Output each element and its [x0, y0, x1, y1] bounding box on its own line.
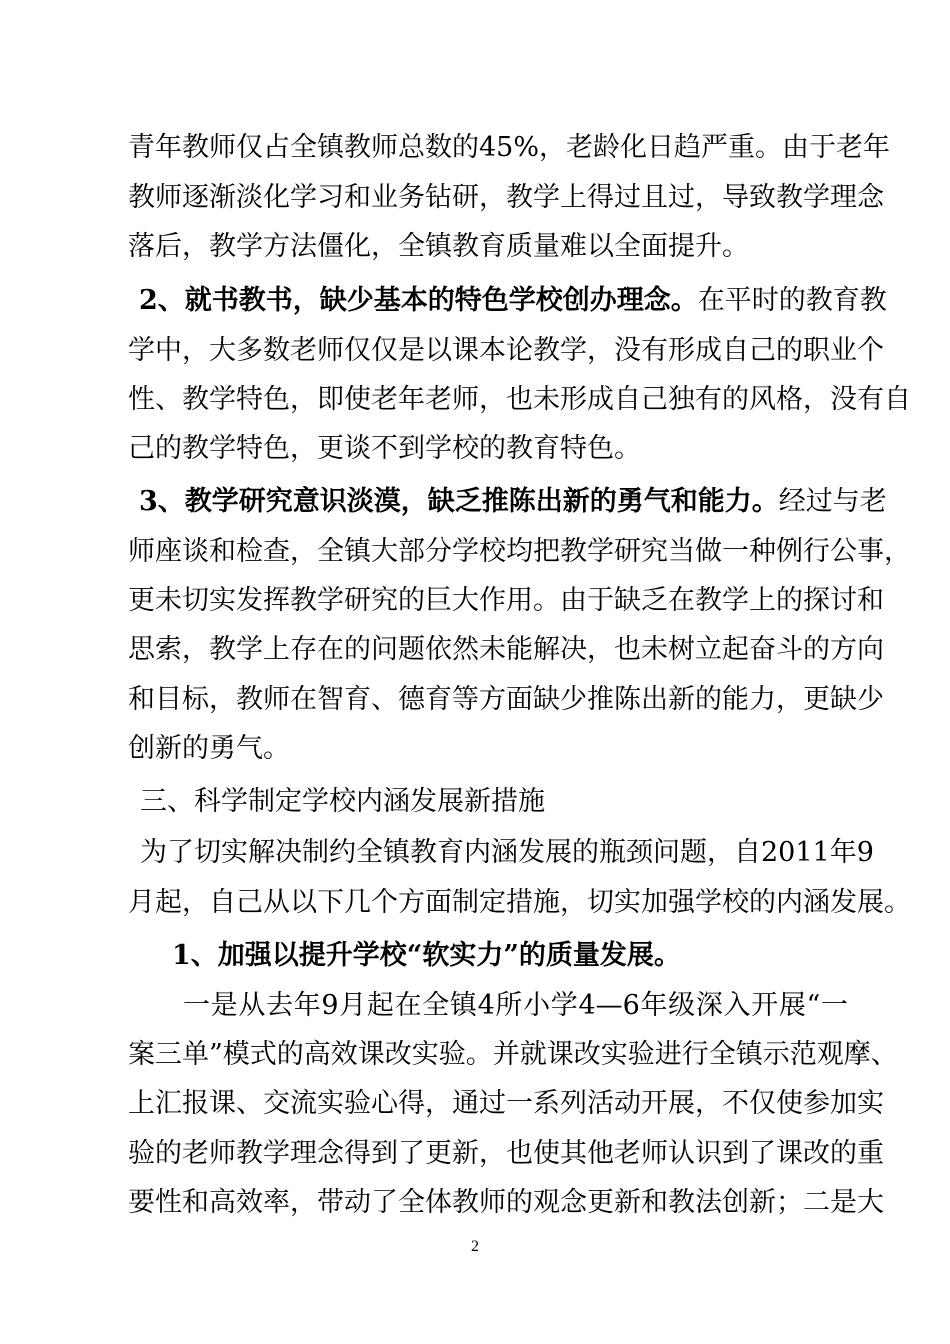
- text-line: 己的教学特色，更谈不到学校的教育特色。: [128, 433, 641, 464]
- paragraph-first-line: [139, 485, 887, 519]
- text-line: 思索，教学上存在的问题依然未能解决，也未树立起奋斗的方向: [128, 634, 884, 665]
- text-line: 上汇报课、交流实验心得，通过一系列活动开展，不仅使参加实: [128, 1088, 884, 1119]
- text-line: 青年教师仅占全镇教师总数的45%，老龄化日趋严重。由于老年: [128, 132, 891, 163]
- text-line: 为了切实解决制约全镇教育内涵发展的瓶颈问题，自2011年9: [140, 837, 874, 868]
- subheading: 1、加强以提升学校“软实力”的质量发展。: [172, 940, 681, 971]
- text-line: 学中，大多数老师仅仅是以课本论教学，没有形成自己的职业个: [128, 335, 884, 366]
- text-line: 落后，教学方法僵化，全镇教育质量难以全面提升。: [128, 231, 749, 262]
- text-span: 经过与老: [778, 486, 887, 517]
- text-line: 案三单”模式的高效课改实验。并就课改实验进行全镇示范观摩、: [128, 1039, 898, 1070]
- page-number: 2: [471, 1238, 479, 1255]
- text-line: 验的老师教学理念得到了更新，也使其他老师认识到了课改的重: [128, 1138, 884, 1169]
- text-span: 在平时的教育教: [697, 285, 887, 316]
- text-line: 一是从去年9月起在全镇4所小学4—6年级深入开展“一: [183, 990, 848, 1021]
- text-line: 更未切实发挥教学研究的巨大作用。由于缺乏在教学上的探讨和: [128, 585, 884, 616]
- text-line: 月起，自己从以下几个方面制定措施，切实加强学校的内涵发展。: [128, 887, 911, 918]
- text-line: 性、教学特色，即使老年老师，也未形成自己独有的风格，没有自: [128, 384, 911, 415]
- paragraph-first-line: [139, 284, 887, 318]
- point-heading: 3、教学研究意识淡漠，缺乏推陈出新的勇气和能力。: [139, 486, 779, 517]
- text-line: 创新的勇气。: [128, 733, 290, 764]
- text-line: 教师逐渐淡化学习和业务钻研，教学上得过且过，导致教学理念: [128, 182, 884, 213]
- text-line: 要性和高效率，带动了全体教师的观念更新和教法创新；二是大: [128, 1187, 884, 1218]
- text-line: 师座谈和检查，全镇大部分学校均把教学研究当做一种例行公事，: [128, 536, 911, 567]
- section-title: 三、科学制定学校内涵发展新措施: [140, 786, 545, 817]
- point-heading: 2、就书教书，缺少基本的特色学校创办理念。: [139, 285, 698, 316]
- text-line: 和目标，教师在智育、德育等方面缺少推陈出新的能力，更缺少: [128, 684, 884, 715]
